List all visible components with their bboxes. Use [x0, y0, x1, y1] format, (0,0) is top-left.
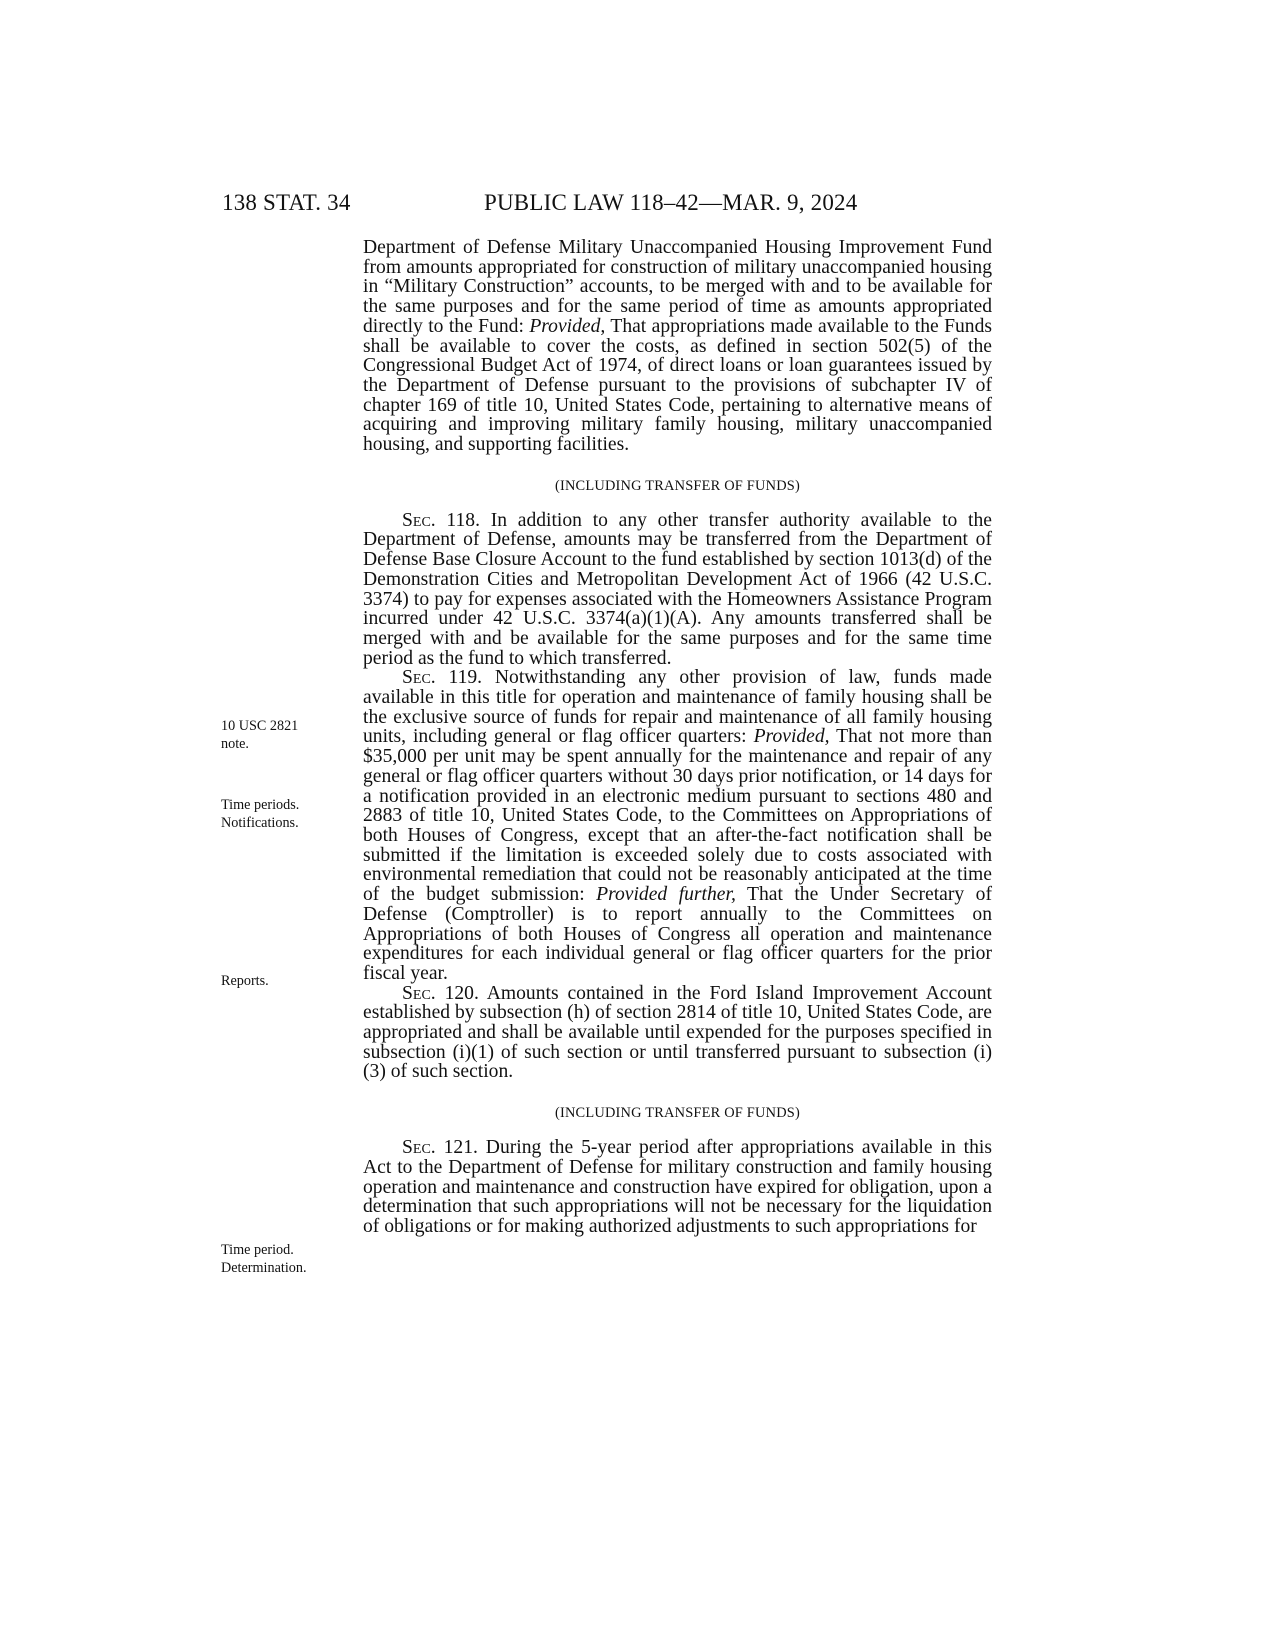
section-118-text: In addition to any other transfer authority available to the Department of Defense, amounts may be transferred from the Department of Defense Base Closure Account to the fund established by section 1013(d) of the Demonstration Cities and Metropolitan Development Act of 1966 (42 U.S.C. 3374) to pay for expenses associated with the Homeowners Assistance Program incurred under 42 U.S.C. 3374(a)(1)(A). Any amounts transferred shall be merged with and be available for the same purposes and for the same time period as the fund to which transferred.: [363, 509, 992, 669]
margin-note-reports: [221, 973, 346, 991]
section-121-label: Sec. 121.: [402, 1137, 478, 1159]
section-118-label: Sec. 118.: [402, 509, 480, 531]
margin-note-time-periods-line2: Notifications.: [221, 814, 299, 831]
page-number-label: 138 STAT. 34: [222, 190, 351, 215]
section-118: [363, 511, 992, 669]
paragraph-fund-text: Department of Defense Military Unaccompanied Housing Improvement Fund from amounts appropriated for construction of military unaccompanied housing in “Military Construction” accounts, to be merged with and to be available for the same purposes and for the same period of time as amounts appropriated directly to the Fund:: [363, 237, 992, 337]
section-121: [363, 1138, 992, 1237]
margin-note-time-period: [221, 1242, 346, 1277]
margin-note-reports-line: Reports.: [221, 973, 269, 989]
main-text-column: [363, 238, 992, 1237]
margin-note-time-period-line2: Determination.: [221, 1259, 307, 1276]
section-119-text-3: That the Under Secretary of Defense (Comptroller) is to report annually to the Committees on Appropriations of both Houses of Congress all operation and maintenance expenditures for each individual general or flag officer quarters for the prior fiscal year.: [363, 884, 992, 984]
margin-note-time-periods: [221, 797, 346, 832]
margin-note-usc-line1: 10 USC 2821: [221, 718, 299, 734]
section-119-provided-italic: Provided,: [753, 726, 830, 748]
section-120-label: Sec. 120.: [402, 982, 479, 1004]
section-120-text: Amounts contained in the Ford Island Improvement Account established by subsection (h) of section 2814 of title 10, United States Code, are appropriated and shall be available until expended for the purposes specified in subsection (i)(1) of such section or until transferred pursuant to subsection (i)(3) of such section.: [363, 982, 992, 1083]
margin-note-usc: [221, 718, 346, 753]
paragraph-fund: [363, 238, 992, 455]
section-119-text-2: That not more than $35,000 per unit may be spent annually for the maintenance and repair of any general or flag officer quarters without 30 days prior notification, or 14 days for a notification provided in an electronic medium pursuant to sections 480 and 2883 of title 10, United States Code, to the Committees on Appropriations of both Houses of Congress, except that an after-the-fact notification shall be submitted if the limitation is exceeded solely due to costs associated with environmental remediation that could not be reasonably anticipated at the time of the budget submission:: [363, 726, 992, 906]
margin-note-time-periods-line1: Time periods.: [221, 797, 300, 813]
section-119: [363, 668, 992, 983]
section-120: [363, 984, 992, 1083]
section-119-provided-further-italic: Provided further,: [596, 884, 736, 906]
margin-note-time-period-line1: Time period.: [221, 1242, 294, 1258]
section-119-label: Sec. 119.: [402, 667, 483, 689]
section-heading-transfer-2: (INCLUDING TRANSFER OF FUNDS): [554, 1105, 800, 1122]
running-header-title: PUBLIC LAW 118–42—MAR. 9, 2024: [484, 190, 858, 215]
provided-italic: Provided,: [529, 315, 606, 337]
section-heading-transfer-1: (INCLUDING TRANSFER OF FUNDS): [554, 477, 800, 494]
section-119-text: Notwithstanding any other provision of law, funds made available in this title for operation and maintenance of family housing shall be the exclusive source of funds for repair and maintenance of all family housing units, including general or flag officer quarters:: [363, 667, 992, 748]
section-121-text: During the 5-year period after appropriations available in this Act to the Department of Defense for military construction and family housing operation and maintenance and construction have expired for obligation, upon a determination that such appropriations will not be necessary for the liquidation of obligations or for making authorized adjustments to such appropriations for: [363, 1137, 992, 1237]
paragraph-fund-rest: That appropriations made available to the Funds shall be available to cover the costs, as defined in section 502(5) of the Congressional Budget Act of 1974, of direct loans or loan guarantees issued by the Department of Defense pursuant to the provisions of subchapter IV of chapter 169 of title 10, United States Code, pertaining to alternative means of acquiring and improving military family housing, military unaccompanied housing, and supporting facilities.: [363, 315, 992, 456]
margin-note-usc-line2: note.: [221, 735, 249, 752]
